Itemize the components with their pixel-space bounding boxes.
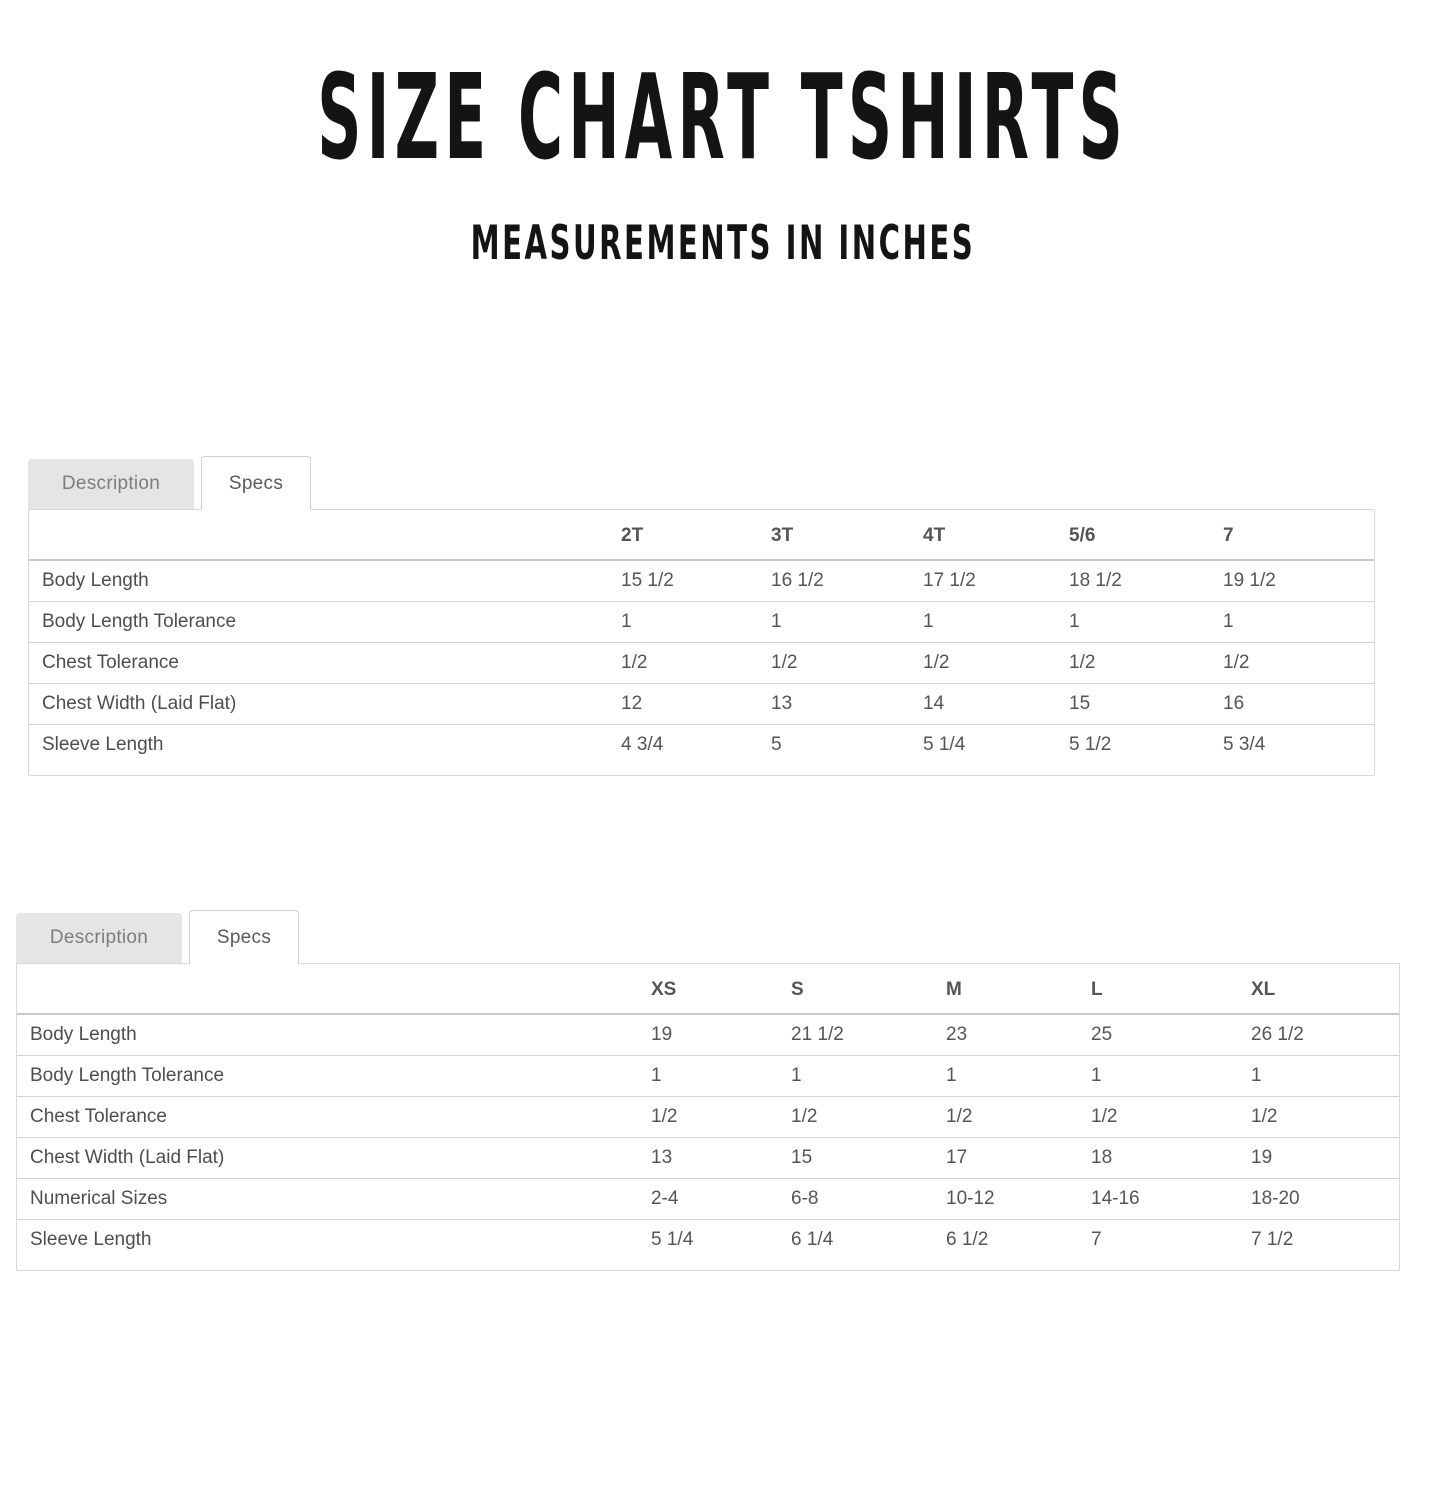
- header-spacer: [17, 964, 651, 1014]
- header-spacer: [29, 510, 621, 560]
- cell: 5 1/4: [923, 725, 1069, 766]
- column-header: 5/6: [1069, 510, 1223, 560]
- cell: 1/2: [1223, 643, 1374, 684]
- cell: 1: [946, 1056, 1091, 1097]
- row-label: Body Length Tolerance: [17, 1056, 651, 1097]
- cell: 7: [1091, 1220, 1251, 1261]
- tab-specs[interactable]: Specs: [189, 910, 299, 964]
- header-row: [17, 964, 1399, 1014]
- table-row: [17, 1014, 1399, 1056]
- row-label: Numerical Sizes: [17, 1179, 651, 1220]
- row-label: Sleeve Length: [29, 725, 621, 766]
- cell: 18: [1091, 1138, 1251, 1179]
- tab-description[interactable]: Description: [16, 913, 182, 963]
- table-row: [29, 643, 1374, 684]
- tab-specs[interactable]: Specs: [201, 456, 311, 510]
- cell: 1/2: [771, 643, 923, 684]
- tab-bar: [28, 456, 1375, 510]
- cell: 19 1/2: [1223, 570, 1276, 591]
- cell: 1/2: [946, 1097, 1091, 1138]
- cell: 17: [946, 1138, 1091, 1179]
- cell: 6 1/2: [946, 1220, 1091, 1261]
- row-label: Body Length: [42, 570, 149, 591]
- table-row: [17, 1138, 1399, 1179]
- table-row: [17, 1056, 1399, 1097]
- column-header: 2T: [621, 510, 771, 560]
- cell: 15 1/2: [621, 570, 674, 591]
- cell: 19: [1251, 1138, 1399, 1179]
- cell: 6-8: [791, 1179, 946, 1220]
- specs-table-toddler: [28, 509, 1375, 776]
- cell: 25: [1091, 1024, 1113, 1045]
- column-header: S: [791, 964, 946, 1014]
- tab-bar: [16, 910, 1400, 964]
- table-row: [29, 725, 1374, 766]
- size-chart-youth-panel: [16, 910, 1400, 1271]
- cell: 1/2: [651, 1097, 791, 1138]
- cell: 13: [651, 1138, 791, 1179]
- table-row: [17, 1179, 1399, 1220]
- cell: 19: [651, 1024, 673, 1045]
- cell: 1/2: [1069, 643, 1223, 684]
- row-label: Chest Width (Laid Flat): [29, 684, 621, 725]
- cell: 12: [621, 684, 771, 725]
- cell: 4 3/4: [621, 725, 771, 766]
- cell: 16 1/2: [771, 570, 824, 591]
- table-row: [17, 1220, 1399, 1261]
- column-header: M: [946, 964, 1091, 1014]
- specs-table-youth: [16, 963, 1400, 1271]
- column-header: 7: [1223, 510, 1374, 560]
- cell: 1: [651, 1056, 791, 1097]
- cell: 14: [923, 684, 1069, 725]
- row-label: Sleeve Length: [17, 1220, 651, 1261]
- cell: 18 1/2: [1069, 570, 1122, 591]
- cell: 1/2: [923, 643, 1069, 684]
- column-header: XS: [651, 964, 791, 1014]
- cell: 1/2: [791, 1097, 946, 1138]
- cell: 7 1/2: [1251, 1220, 1399, 1261]
- cell: 23: [946, 1024, 968, 1045]
- size-chart-toddler-panel: [28, 456, 1375, 776]
- header-row: [29, 510, 1374, 560]
- table-row: [29, 602, 1374, 643]
- cell: 5: [771, 725, 923, 766]
- cell: 5 1/2: [1069, 725, 1223, 766]
- page-subtitle: MEASUREMENTS IN INCHES: [470, 216, 975, 271]
- cell: 1: [771, 602, 923, 643]
- cell: 14-16: [1091, 1179, 1251, 1220]
- column-header: L: [1091, 964, 1251, 1014]
- tab-description[interactable]: Description: [28, 459, 194, 509]
- row-label: Body Length Tolerance: [29, 602, 621, 643]
- cell: 15: [791, 1138, 946, 1179]
- cell: 17 1/2: [923, 570, 976, 591]
- cell: 1/2: [621, 643, 771, 684]
- cell: 18-20: [1251, 1179, 1399, 1220]
- cell: 15: [1069, 684, 1223, 725]
- cell: 1: [1251, 1056, 1399, 1097]
- cell: 5 1/4: [651, 1220, 791, 1261]
- table-row: [29, 684, 1374, 725]
- row-label: Body Length: [30, 1024, 137, 1045]
- row-label: Chest Tolerance: [17, 1097, 651, 1138]
- cell: 1/2: [1091, 1097, 1251, 1138]
- cell: 1: [791, 1056, 946, 1097]
- column-header: XL: [1251, 964, 1399, 1014]
- cell: 2-4: [651, 1179, 791, 1220]
- cell: 1: [621, 602, 771, 643]
- cell: 5 3/4: [1223, 725, 1374, 766]
- cell: 1: [1091, 1056, 1251, 1097]
- cell: 6 1/4: [791, 1220, 946, 1261]
- table-row: [17, 1097, 1399, 1138]
- cell: 21 1/2: [791, 1024, 844, 1045]
- cell: 1: [923, 602, 1069, 643]
- cell: 1/2: [1251, 1097, 1399, 1138]
- column-header: 3T: [771, 510, 923, 560]
- cell: 13: [771, 684, 923, 725]
- cell: 16: [1223, 684, 1374, 725]
- cell: 1: [1069, 602, 1223, 643]
- cell: 1: [1223, 602, 1374, 643]
- cell: 10-12: [946, 1179, 1091, 1220]
- row-label: Chest Tolerance: [29, 643, 621, 684]
- cell: 26 1/2: [1251, 1024, 1304, 1045]
- row-label: Chest Width (Laid Flat): [17, 1138, 651, 1179]
- page-title: SIZE CHART TSHIRTS: [317, 48, 1128, 186]
- table-row: [29, 560, 1374, 602]
- column-header: 4T: [923, 510, 1069, 560]
